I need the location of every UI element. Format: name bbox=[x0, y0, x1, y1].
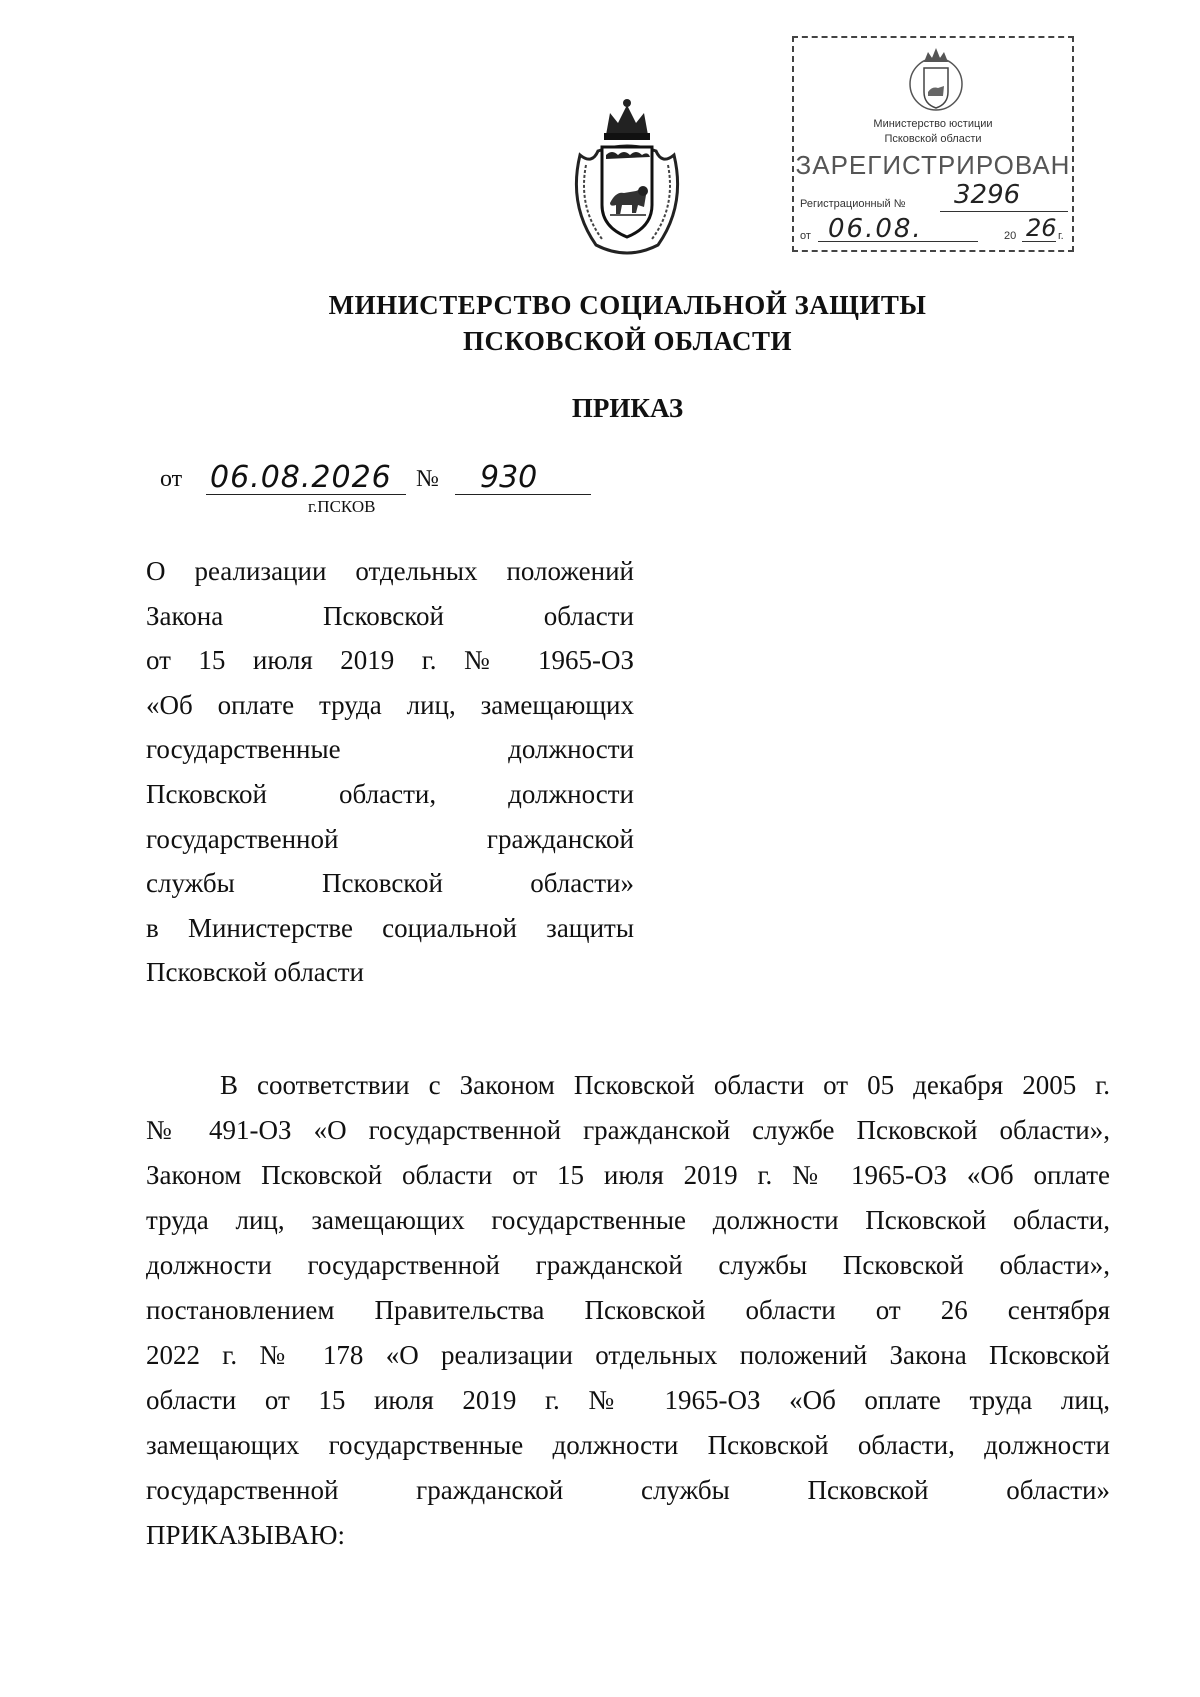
subject-line: в Министерстве социальной защиты bbox=[146, 912, 634, 943]
order-directive: ПРИКАЗЫВАЮ: bbox=[146, 1520, 345, 1550]
subject-line: государственной гражданской bbox=[146, 823, 634, 854]
stamp-reg-underline bbox=[940, 211, 1068, 212]
stamp-status: ЗАРЕГИСТРИРОВАН bbox=[795, 150, 1071, 180]
order-number: 930 bbox=[480, 460, 538, 495]
order-preamble bbox=[146, 1063, 1110, 1558]
subject-line: Псковской области, должности bbox=[146, 778, 634, 809]
subject-line: от 15 июля 2019 г. № 1965-ОЗ bbox=[146, 645, 634, 676]
body-line: государственной гражданской службы Псковской области» bbox=[146, 1475, 1110, 1505]
body-line: должности государственной гражданской службы Псковской области», bbox=[146, 1250, 1110, 1280]
stamp-region-name: Псковской области bbox=[884, 133, 982, 145]
subject-line: «Об оплате труда лиц, замещающих bbox=[146, 689, 634, 720]
body-line: труда лиц, замещающих государственные должности Псковской области, bbox=[146, 1205, 1110, 1235]
stamp-year-prefix: 20 bbox=[1004, 230, 1017, 242]
stamp-ministry-name: Министерство юстиции bbox=[873, 118, 993, 130]
stamp-reg-label: Регистрационный № bbox=[800, 198, 906, 210]
stamp-year-suffix: г. bbox=[1058, 230, 1064, 242]
stamp-reg-number: 3296 bbox=[954, 180, 1021, 210]
stamp-date: 06.08. bbox=[828, 214, 923, 244]
body-line: замещающих государственные должности Псковской области, должности bbox=[146, 1430, 1110, 1460]
ministry-title-line1: МИНИСТЕРСТВО СОЦИАЛЬНОЙ ЗАЩИТЫ bbox=[328, 290, 927, 320]
order-subject bbox=[146, 549, 634, 995]
subject-line: Псковской области bbox=[146, 957, 365, 988]
subject-line: Закона Псковской области bbox=[146, 600, 634, 631]
body-line: № 491-ОЗ «О государственной гражданской службе Псковской области», bbox=[146, 1115, 1110, 1145]
body-line: области от 15 июля 2019 г. № 1965-ОЗ «Об оплате труда лиц, bbox=[146, 1385, 1110, 1415]
body-line: постановлением Правительства Псковской области от 26 сентября bbox=[146, 1295, 1110, 1325]
order-from-label: от bbox=[160, 466, 183, 492]
subject-line: службы Псковской области» bbox=[146, 868, 634, 899]
registration-stamp bbox=[792, 36, 1074, 252]
document-type: ПРИКАЗ bbox=[571, 393, 684, 423]
order-city: г.ПСКОВ bbox=[308, 497, 376, 516]
body-line: Законом Псковской области от 15 июля 2019 г. № 1965-ОЗ «Об оплате bbox=[146, 1160, 1110, 1190]
coat-of-arms-icon bbox=[566, 95, 688, 255]
order-date-number-row bbox=[160, 458, 580, 498]
subject-line: государственные должности bbox=[146, 734, 634, 765]
body-line: В соответствии с Законом Псковской области от 05 декабря 2005 г. bbox=[220, 1070, 1110, 1100]
subject-line: О реализации отдельных положений bbox=[146, 556, 634, 586]
stamp-year: 26 bbox=[1026, 214, 1057, 242]
stamp-emblem-icon bbox=[908, 46, 964, 116]
body-line: 2022 г. № 178 «О реализации отдельных положений Закона Псковской bbox=[146, 1340, 1110, 1370]
order-number-label: № bbox=[416, 466, 439, 492]
ministry-title-line2: ПСКОВСКОЙ ОБЛАСТИ bbox=[462, 326, 793, 356]
order-date: 06.08.2026 bbox=[210, 460, 392, 495]
stamp-from-label: от bbox=[800, 230, 811, 242]
